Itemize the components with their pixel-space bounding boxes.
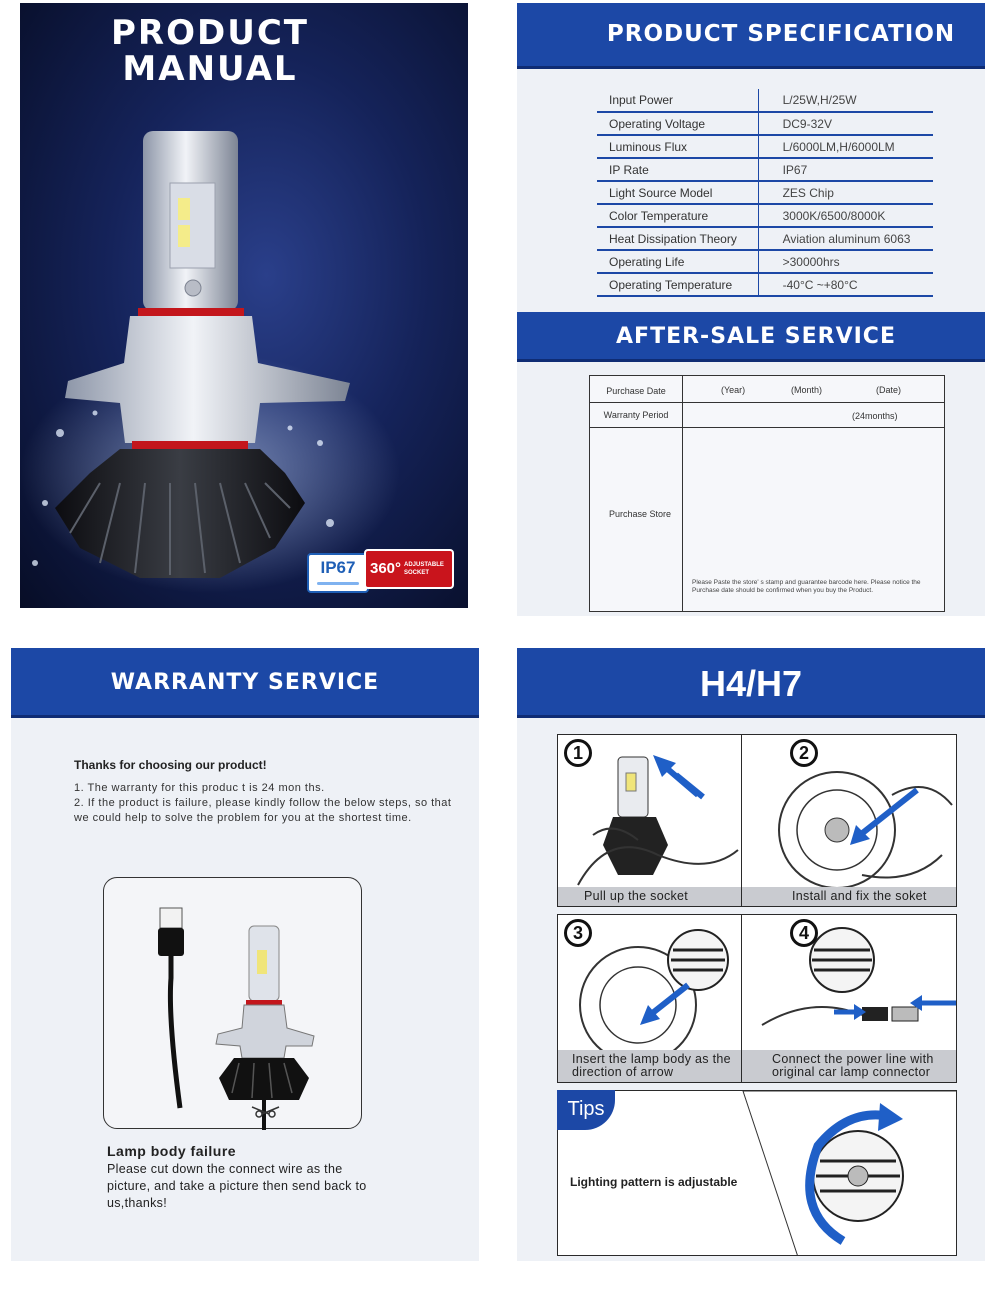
spec-row <box>597 135 933 158</box>
adjustable-socket-badge <box>364 549 454 589</box>
spec-label: Operating Life <box>597 250 758 273</box>
step-number-4: 4 <box>790 919 818 947</box>
lamp-failure-title: Lamp body failure <box>107 1143 237 1159</box>
spec-label: Operating Temperature <box>597 273 758 296</box>
spec-row <box>597 273 933 296</box>
step-3-caption: Insert the lamp body as the direction of arrow <box>558 1050 771 1082</box>
tips-text: Lighting pattern is adjustable <box>570 1175 738 1189</box>
spec-table <box>597 89 933 297</box>
spec-label: Input Power <box>597 89 758 112</box>
cut-wire-illustration <box>103 877 362 1129</box>
pull-socket-illustration <box>558 735 772 907</box>
tips-label: Tips <box>557 1090 615 1130</box>
spec-label: Heat Dissipation Theory <box>597 227 758 250</box>
warranty-period-label: Warranty Period <box>603 410 669 420</box>
adjust-pattern-illustration <box>558 1091 957 1256</box>
purchase-date-label: Purchase Date <box>606 386 666 396</box>
step-number-1: 1 <box>564 739 592 767</box>
lamp-failure-description: Please cut down the connect wire as the picture, and take a picture then send back to us,thanks! <box>107 1162 367 1210</box>
install-step-4 <box>741 914 957 1083</box>
spec-row <box>597 112 933 135</box>
spec-row <box>597 250 933 273</box>
spec-value: 3000K/6500/8000K <box>758 204 933 227</box>
step-number-2: 2 <box>790 739 818 767</box>
spec-row <box>597 181 933 204</box>
spec-label: Color Temperature <box>597 204 758 227</box>
spec-label: Light Source Model <box>597 181 758 204</box>
year-field[interactable]: (Year) <box>721 385 746 395</box>
spec-value: L/25W,H/25W <box>758 89 933 112</box>
cover-title-line2: MANUAL <box>122 49 298 89</box>
warranty-header: WARRANTY SERVICE <box>11 648 479 718</box>
thanks-text: Thanks for choosing our product! <box>74 758 267 772</box>
spec-row <box>597 204 933 227</box>
step-4-caption: Connect the power line with original car lamp connector <box>742 1050 956 1082</box>
purchase-store-label: Purchase Store <box>608 509 672 519</box>
spec-value: IP67 <box>758 158 933 181</box>
date-field[interactable]: (Date) <box>876 385 902 395</box>
after-sale-form <box>589 375 945 612</box>
spec-header: PRODUCT SPECIFICATION <box>517 3 985 69</box>
badge-360-caption: ADJUSTABLE SOCKET <box>404 562 444 576</box>
spec-label: Luminous Flux <box>597 135 758 158</box>
install-header: H4/H7 <box>517 648 985 718</box>
step-2-caption: Install and fix the soket <box>742 887 956 906</box>
spec-label: Operating Voltage <box>597 112 758 135</box>
warranty-item-1: 1. The warranty for this produc t is 24 mon ths. <box>74 782 325 794</box>
product-specification-page <box>517 3 985 616</box>
install-socket-illustration <box>742 735 957 907</box>
spec-row <box>597 89 933 112</box>
install-step-2 <box>741 734 957 907</box>
step-number-3: 3 <box>564 919 592 947</box>
ip67-badge: IP67 <box>307 553 369 593</box>
spec-value: ZES Chip <box>758 181 933 204</box>
product-manual-cover <box>20 3 468 608</box>
warranty-item-2: 2. If the product is failure, please kindly follow the below steps, so that we could help to solve the problem for you at the shortest time. <box>74 797 452 824</box>
spec-value: >30000hrs <box>758 250 933 273</box>
spec-row <box>597 227 933 250</box>
installation-guide-page <box>517 648 985 1261</box>
after-sale-header: AFTER-SALE SERVICE <box>517 312 985 362</box>
month-field[interactable]: (Month) <box>791 385 823 395</box>
spec-value: L/6000LM,H/6000LM <box>758 135 933 158</box>
warranty-months: (24months) <box>852 411 898 421</box>
purchase-date-row <box>590 376 944 403</box>
install-step-3 <box>557 914 772 1083</box>
warranty-service-page <box>11 648 479 1261</box>
spec-row <box>597 158 933 181</box>
led-bulb-illustration <box>20 3 468 608</box>
stamp-note: Please Paste the store' s stamp and guarantee barcode here. Please notice the Purchase date should be confirmed when you buy the Product. <box>692 579 921 594</box>
cover-title-line1: PRODUCT <box>111 13 309 53</box>
spec-value: Aviation aluminum 6063 <box>758 227 933 250</box>
spec-value: DC9-32V <box>758 112 933 135</box>
install-step-1 <box>557 734 772 907</box>
spec-label: IP Rate <box>597 158 758 181</box>
step-1-caption: Pull up the socket <box>558 887 771 906</box>
tips-box <box>557 1090 957 1256</box>
spec-value: -40°C ~+80°C <box>758 273 933 296</box>
badge-360-value: 360° <box>370 560 402 577</box>
lamp-and-wire-icon <box>104 878 363 1130</box>
warranty-period-row <box>590 403 944 428</box>
